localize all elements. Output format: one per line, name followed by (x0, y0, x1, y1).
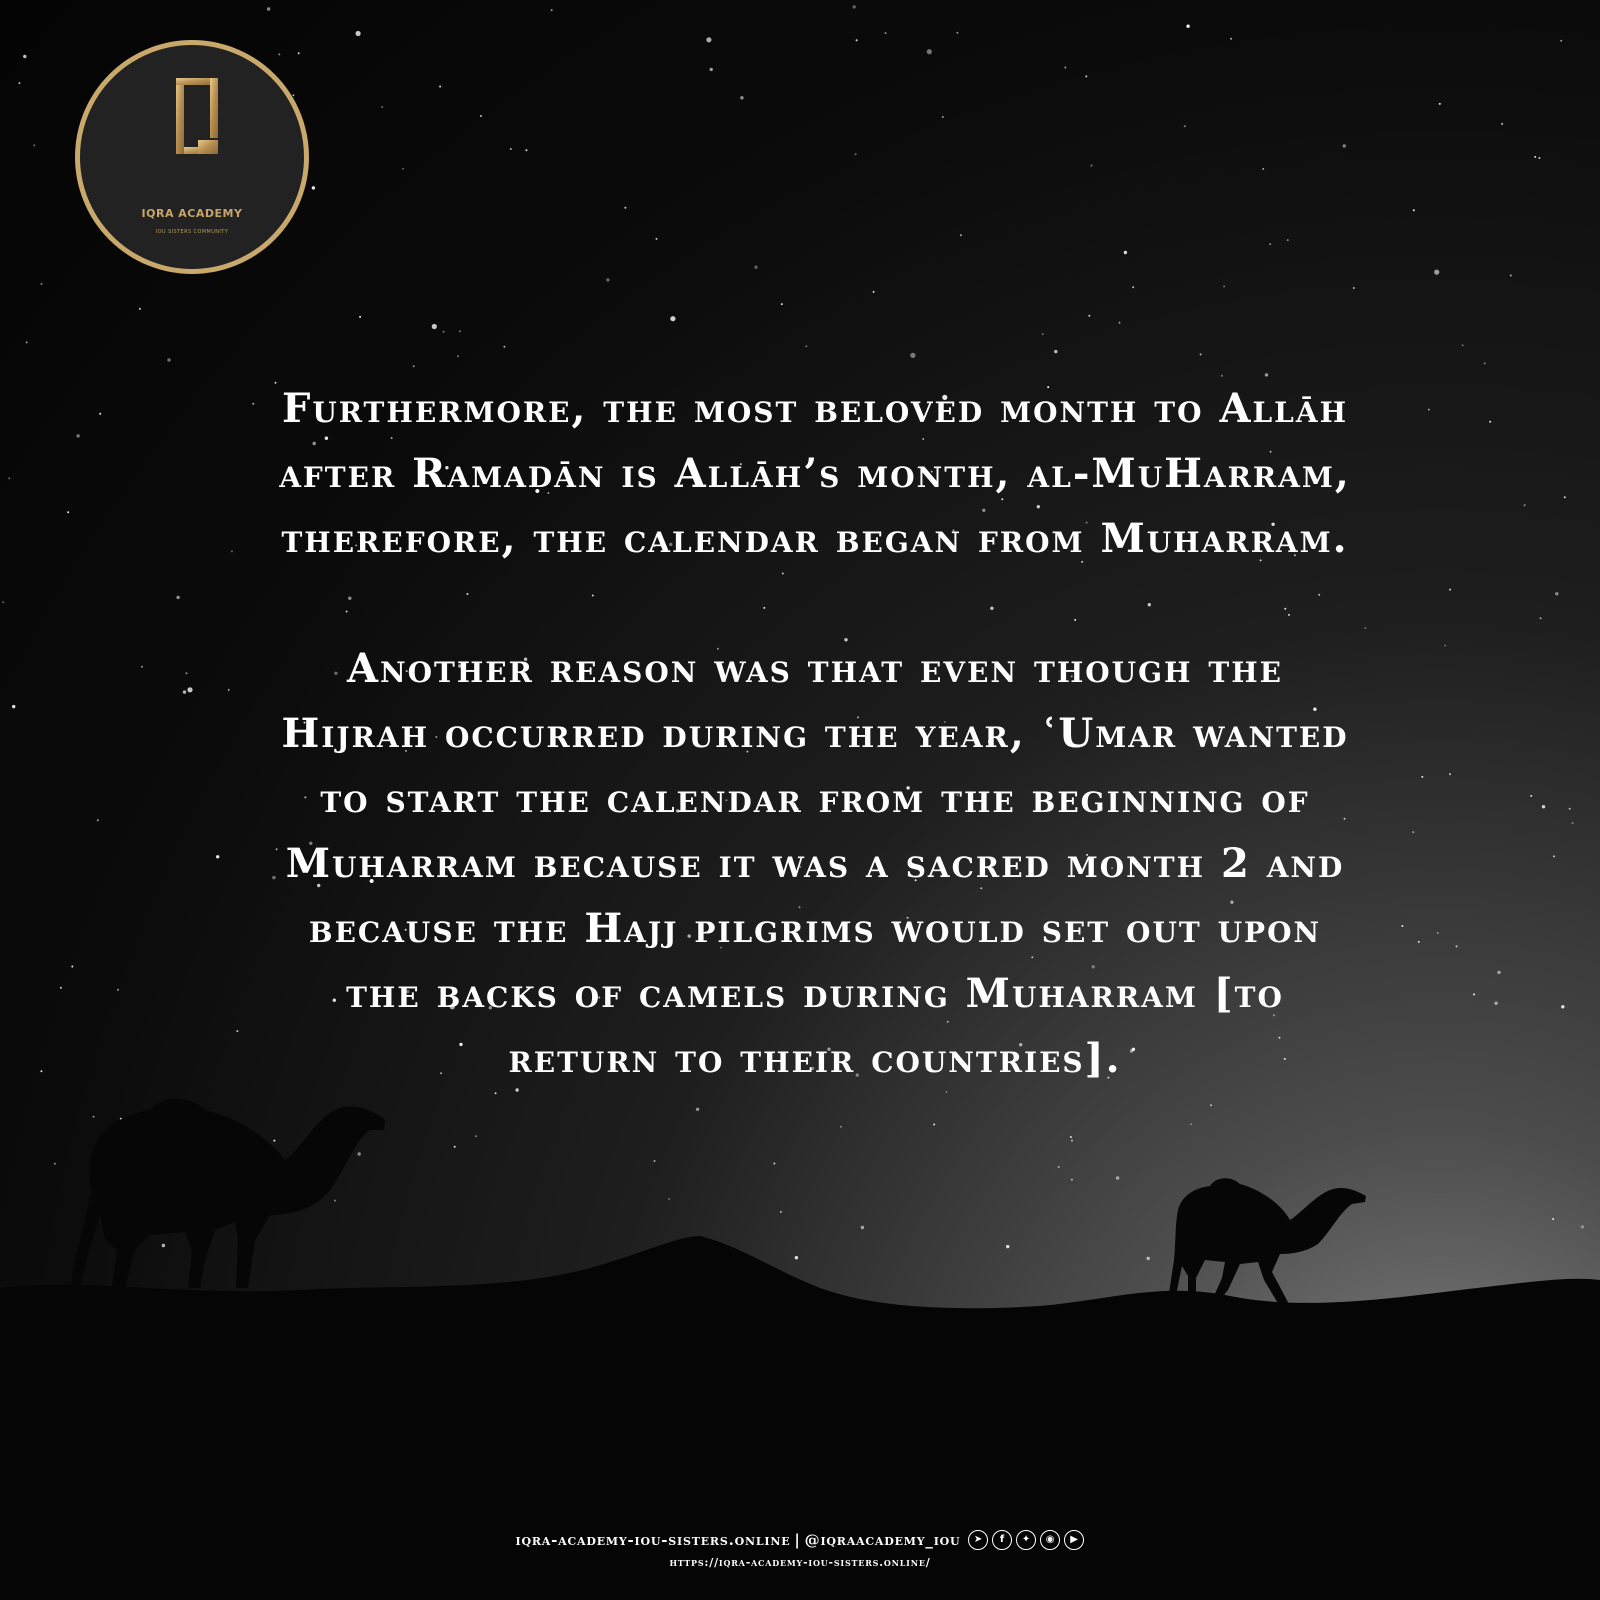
footer (0, 1530, 1600, 1569)
quote-paragraph-2 (150, 636, 1480, 1091)
quote-line: Furthermore, the most beloved month to Allāh (281, 385, 1349, 432)
quote-line: to start the calendar from the beginning of (320, 775, 1310, 822)
quote-line: Hijrah occurred during the year, ʿUmar wanted (281, 710, 1349, 757)
logo-tagline: IOU SISTERS COMMUNITY (155, 229, 229, 235)
quote-line: return to their countries]. (508, 1035, 1122, 1082)
footer-separator: | (794, 1531, 801, 1549)
quote-line: because the Hajj pilgrims would set out upon (308, 905, 1322, 952)
quote-line: Muḥarram because it was a sacred month 2 and (285, 840, 1345, 887)
youtube-icon[interactable]: ▶ (1064, 1530, 1084, 1550)
logo-name: IQRA ACADEMY (141, 207, 243, 220)
iqra-academy-logo (75, 40, 309, 274)
footer-site-link[interactable]: iqra-academy-iou-sisters.online (515, 1531, 791, 1549)
facebook-icon[interactable]: f (992, 1530, 1012, 1550)
footer-url[interactable]: https://iqra-academy-iou-sisters.online/ (669, 1556, 931, 1569)
quote-line: Another reason was that even though the (346, 645, 1284, 692)
quote-line: the backs of camels during Muharram [to (346, 970, 1284, 1017)
quote-line: therefore, the calendar began from Muharram. (281, 515, 1349, 562)
footer-handle[interactable]: @iqraacademy_iou (804, 1531, 961, 1549)
camel-silhouette-left (70, 1099, 385, 1288)
logo-monogram (80, 45, 304, 269)
quote-line: after Ramaḍān is Allāh’s month, al-MuHarram, (279, 450, 1351, 497)
twitter-icon[interactable]: ✦ (1016, 1530, 1036, 1550)
footer-main-line (0, 1530, 1600, 1550)
quote-paragraph-1 (150, 376, 1480, 571)
instagram-icon[interactable]: ◉ (1040, 1530, 1060, 1550)
social-icons (968, 1530, 1084, 1550)
camel-silhouette-right (1168, 1178, 1366, 1310)
telegram-icon[interactable]: ➤ (968, 1530, 988, 1550)
